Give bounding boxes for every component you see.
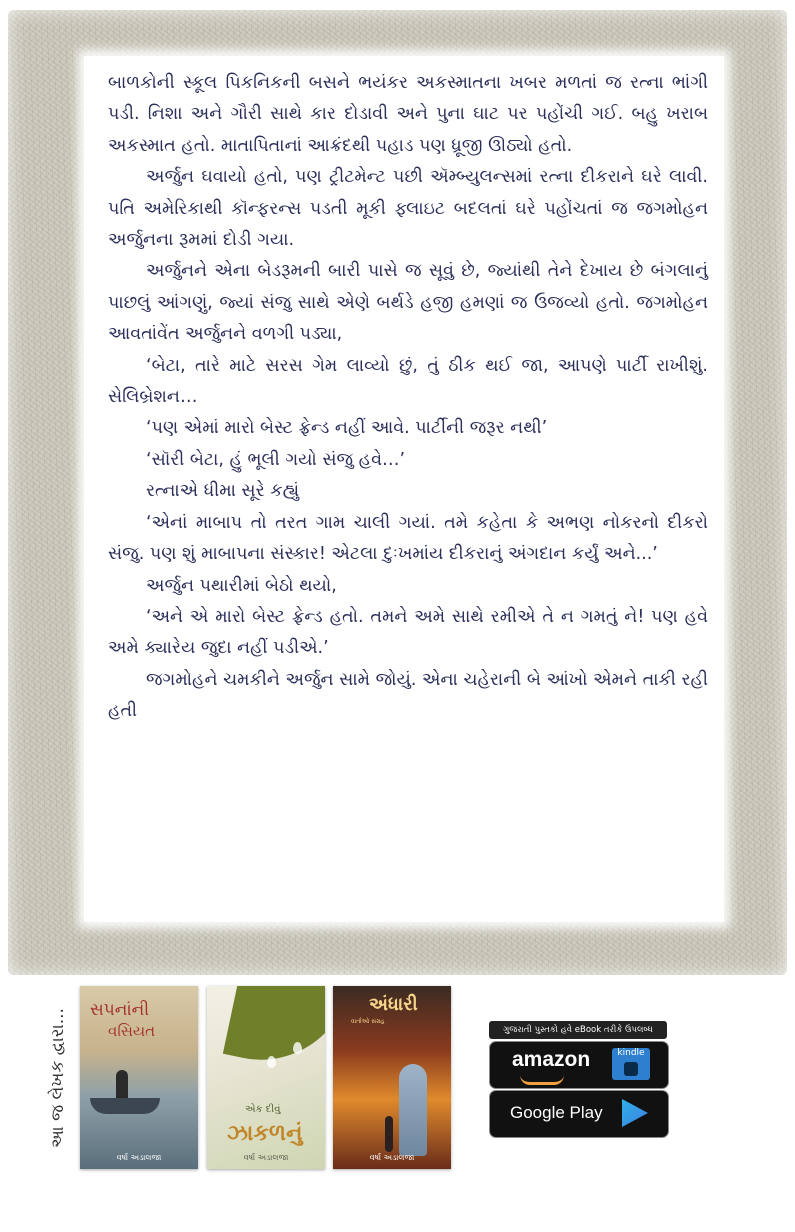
book-title-line1: સપનાંની [90,1000,150,1020]
story-paragraph: ‘પણ એમાં મારો બેસ્ટ ફ્રેન્ડ નહીં આવે. પાર્ટીની જરૂર નથી’ [146,418,548,439]
google-play-books-icon [622,1099,648,1127]
story-paragraph: અર્જુન ઘવાયો હતો, પણ ટ્રીટમેન્ટ પછી ઍમ્બ્યુલન્સમાં રત્ના દીકરાને ઘરે લાવી. પતિ અમેરિકાથી કૉન્ફરન્સ પડતી મૂકી ફ્લાઇટ બદલતાં ઘરે પહોંચતાં જ જગમોહન અર્જુનના રૂમમાં દોડી ગયા. [108,167,708,251]
book-title-line1: એક દીવું [245,1104,281,1115]
ebook-availability-badge: ગુજરાતી પુસ્તકો હવે eBook તરીકે ઉપલબ્ધ [489,1021,667,1039]
water-drop-icon [293,1042,302,1054]
story-paragraph: અર્જુનને એના બેડરૂમની બારી પાસે જ સૂવું છે, જ્યાંથી તેને દેખાય છે બંગલાનું પાછલું આંગણું, જ્યાં સંજુ સાથે એણે બર્થડે હજી હમણાં જ ઉજવ્યો હતો. જગમોહન આવતાંવેંત અર્જુનને વળગી પડ્યા, [108,261,708,345]
water-drop-icon [267,1056,276,1068]
book-cover-ek-divu-zakalnu[interactable] [207,986,325,1169]
boat-cover-icon [116,1070,128,1100]
book-title-line2: ઝાકળનું [227,1120,303,1146]
story-paragraph: બાળકોની સ્કૂલ પિકનિકની બસને ભયંકર અકસ્માતના ખબર મળતાં જ રત્ના ભાંગી પડી. નિશા અને ગૌરી સાથે કાર દોડાવી અને પુના ઘાટ પર પહોંચી ગઈ. બહુ ખરાબ અકસ્માત હતો. માતાપિતાનાં આક્રંદથી પહાડ પણ ધ્રૂજી ઊઠ્યો હતો. [108,73,708,156]
child-figure-icon [385,1116,393,1152]
amazon-smile-icon [520,1075,564,1085]
boat-icon [90,1098,160,1114]
story-paragraph: ‘સૉરી બેટા, હું ભૂલી ગયો સંજુ હવે…’ [146,449,406,470]
sunset-cover-icon [399,1064,427,1156]
story-paragraph: ‘અને એ મારો બેસ્ટ ફ્રેન્ડ હતો. તમને અમે સાથે રમીએ તે ન ગમતું ને! પણ હવે અમે ક્યારેય જુદા નહીં પડીએ.’ [108,606,708,659]
book-author: વર્ષા અડાલજા [243,1153,289,1162]
story-paragraph: જગમોહને ચમકીને અર્જુન સામે જોયું. એના ચહેરાની બે આંખો એમને તાકી રહી હતી [108,669,708,722]
google-play-button[interactable] [489,1090,669,1138]
same-author-caption-text: આ જ લેખક દ્વારા... [48,1008,68,1148]
amazon-logo-text: amazon [512,1048,591,1071]
kindle-reader-icon [624,1062,638,1076]
book-title: અંધારી [369,994,418,1015]
same-author-caption [38,988,78,1168]
amazon-kindle-button[interactable] [489,1041,669,1089]
story-paragraph: અર્જુન પથારીમાં બેઠો થયો, [146,575,337,596]
book-cover-andhari[interactable] [333,986,451,1169]
google-play-label: Google Play [510,1103,603,1122]
story-paragraph: રત્નાએ ધીમા સૂરે કહ્યું [146,481,300,502]
book-subtitle: વાર્તાઓ સંગ્રહ [351,1018,385,1025]
story-paragraph: ‘બેટા, તારે માટે સરસ ગેમ લાવ્યો છું, તું ઠીક થઈ જા, આપણે પાર્ટી રાખીશું. સેલિબ્રેશન… [108,355,708,408]
kindle-label: kindle [617,1048,645,1058]
book-cover-sapnani-vasiyat[interactable] [80,986,198,1169]
book-author: વર્ષા અડાલજા [116,1153,162,1162]
story-text [108,68,708,728]
story-paragraph: ‘એનાં માબાપ તો તરત ગામ ચાલી ગયાં. તમે કહેતા કે અભણ નોકરનો દીકરો સંજુ. પણ શું માબાપના સંસ્કાર! એટલા દુઃખમાંય દીકરાનું અંગદાન કર્યું અને...’ [108,512,708,565]
kindle-icon [612,1048,650,1080]
book-author: વર્ષા અડાલજા [369,1153,415,1162]
book-title-line2: વસિયત [108,1022,156,1040]
